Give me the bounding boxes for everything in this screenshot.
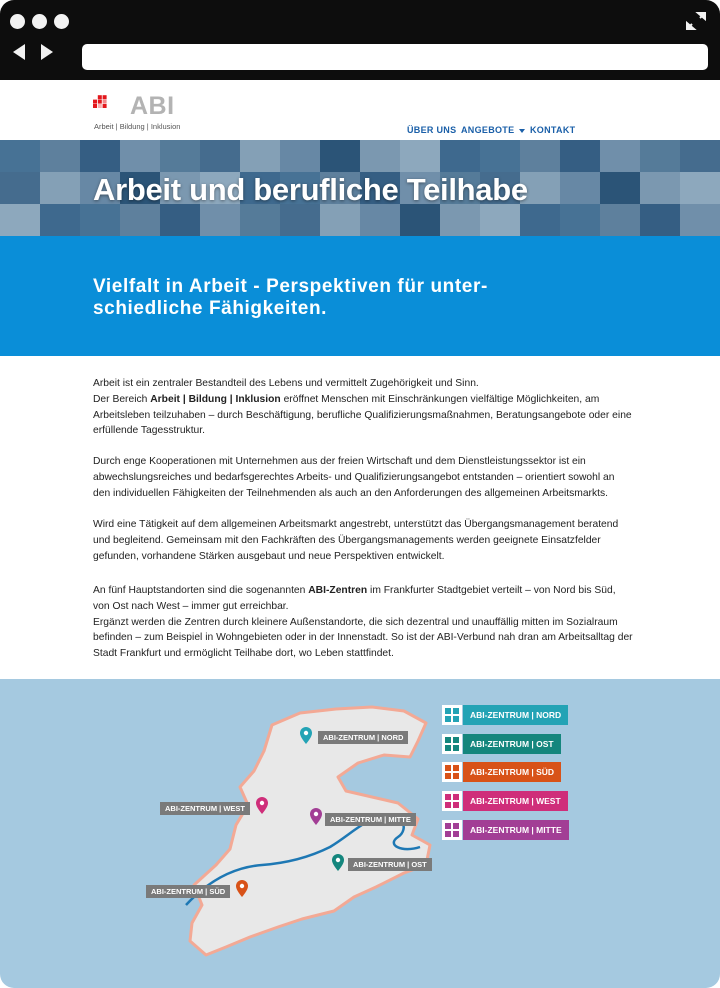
legend-label: ABI-ZENTRUM | SÜD [463, 762, 561, 782]
locations-text-line2: Ergänzt werden die Zentren durch kleinere Außenstandorte, die sich dezentral und unauffällig mitten im Sozialraum befinden – zum Beispiel in Wohngebieten oder in der Innenstadt. So ist der ABI-Verbund nah dran am Arbeitsalltag der Stadt Frankfurt und ermöglicht Teilhabe dort, wo Leben stattfindet. [93, 616, 633, 660]
nav-item-angebote[interactable] [461, 125, 525, 135]
grid-icon [442, 734, 462, 754]
locations-text-pre: An fünf Hauptstandorten sind die sogenannten [93, 585, 309, 596]
forward-arrow-icon[interactable] [41, 44, 53, 60]
map-pin-nord-icon[interactable] [299, 727, 313, 745]
intro-text-bold: Arbeit | Bildung | Inklusion [150, 393, 281, 405]
intro-line: Arbeit ist ein zentraler Bestandteil des Lebens und vermittelt Zugehörigkeit und Sinn. [93, 378, 479, 389]
cooperation-paragraph: Durch enge Kooperationen mit Unternehmen aus der freien Wirtschaft und dem Dienstleistungssektor ist ein abwechslungsreiches und bedarfsgerechtes Arbeits- und Qualifizierungsangebot entstanden – orientiert sowohl an den individuellen Fähigkeiten der Teilnehmenden als auch an den Anforderungen des allgemeinen Arbeitsmarkts. [93, 456, 615, 499]
abi-logo-icon[interactable] [93, 88, 129, 120]
nav-item-kontakt[interactable]: KONTAKT [530, 125, 576, 135]
window-control-dot[interactable] [10, 14, 25, 29]
back-arrow-icon[interactable] [13, 44, 25, 60]
transition-paragraph: Wird eine Tätigkeit auf dem allgemeinen Arbeitsmarkt angestrebt, unterstützt das Übergangsmanagement beratend und begleitend. Gemeinsam mit den Fachkräften des Übergangsmanagements werden geeignete Einsatzfelder gefunden, vorhandene Stärken ausgebaut und neue Perspektiven entwickelt. [93, 519, 619, 562]
location-map [0, 679, 720, 988]
fullscreen-icon[interactable] [686, 12, 706, 30]
map-label-nord[interactable]: ABI-ZENTRUM | NORD [318, 731, 408, 744]
address-bar[interactable] [82, 44, 708, 70]
legend-label: ABI-ZENTRUM | OST [463, 734, 561, 754]
logo-wordmark[interactable]: ABI [130, 92, 175, 120]
map-pin-mitte-icon[interactable] [309, 808, 323, 826]
intro-text-pre: Der Bereich [93, 393, 151, 405]
locations-paragraph [93, 583, 633, 662]
map-label-sued[interactable]: ABI-ZENTRUM | SÜD [146, 885, 230, 898]
locations-text-bold: ABI-Zentren [308, 585, 368, 596]
browser-window-frame [0, 0, 720, 80]
map-label-ost[interactable]: ABI-ZENTRUM | OST [348, 858, 432, 871]
grid-icon [442, 791, 462, 811]
grid-icon [442, 705, 462, 725]
window-control-dot[interactable] [32, 14, 47, 29]
map-pin-sued-icon[interactable] [235, 880, 249, 898]
map-label-mitte[interactable]: ABI-ZENTRUM | MITTE [325, 813, 416, 826]
map-pin-ost-icon[interactable] [331, 854, 345, 872]
map-label-west[interactable]: ABI-ZENTRUM | WEST [160, 802, 250, 815]
legend-label: ABI-ZENTRUM | NORD [463, 705, 568, 725]
window-control-dot[interactable] [54, 14, 69, 29]
page-title: Arbeit und berufliche Teilhabe [93, 172, 528, 207]
grid-icon [442, 762, 462, 782]
locations-text-post: im Frankfurter Stadtgebiet verteilt – von Nord bis Süd, von Ost nach West – immer gut erreichbar. [93, 585, 616, 612]
nav-item-label: ANGEBOTE [461, 125, 515, 135]
map-pin-west-icon[interactable] [255, 797, 269, 815]
legend-label: ABI-ZENTRUM | WEST [463, 791, 568, 811]
city-map-graphic [0, 679, 720, 988]
intro-text-post: eröffnet Menschen mit Einschränkungen vielfältige Möglichkeiten, am Arbeitsleben teilzuhaben – durch Beschäftigung, berufliche Qualifizierungsmaßnahmen, Beratungsangebote oder eine erfüllende Tagesstruktur. [93, 393, 632, 437]
intro-paragraph [93, 376, 633, 439]
chevron-down-icon [519, 129, 525, 133]
nav-item-ueber-uns[interactable]: ÜBER UNS [407, 125, 457, 135]
grid-icon [442, 820, 462, 840]
legend-label: ABI-ZENTRUM | MITTE [463, 820, 569, 840]
logo-subtitle: Arbeit | Bildung | Inklusion [94, 122, 181, 131]
tagline-text: Vielfalt in Arbeit - Perspektiven für unter-schiedliche Fähigkeiten. [93, 276, 488, 319]
